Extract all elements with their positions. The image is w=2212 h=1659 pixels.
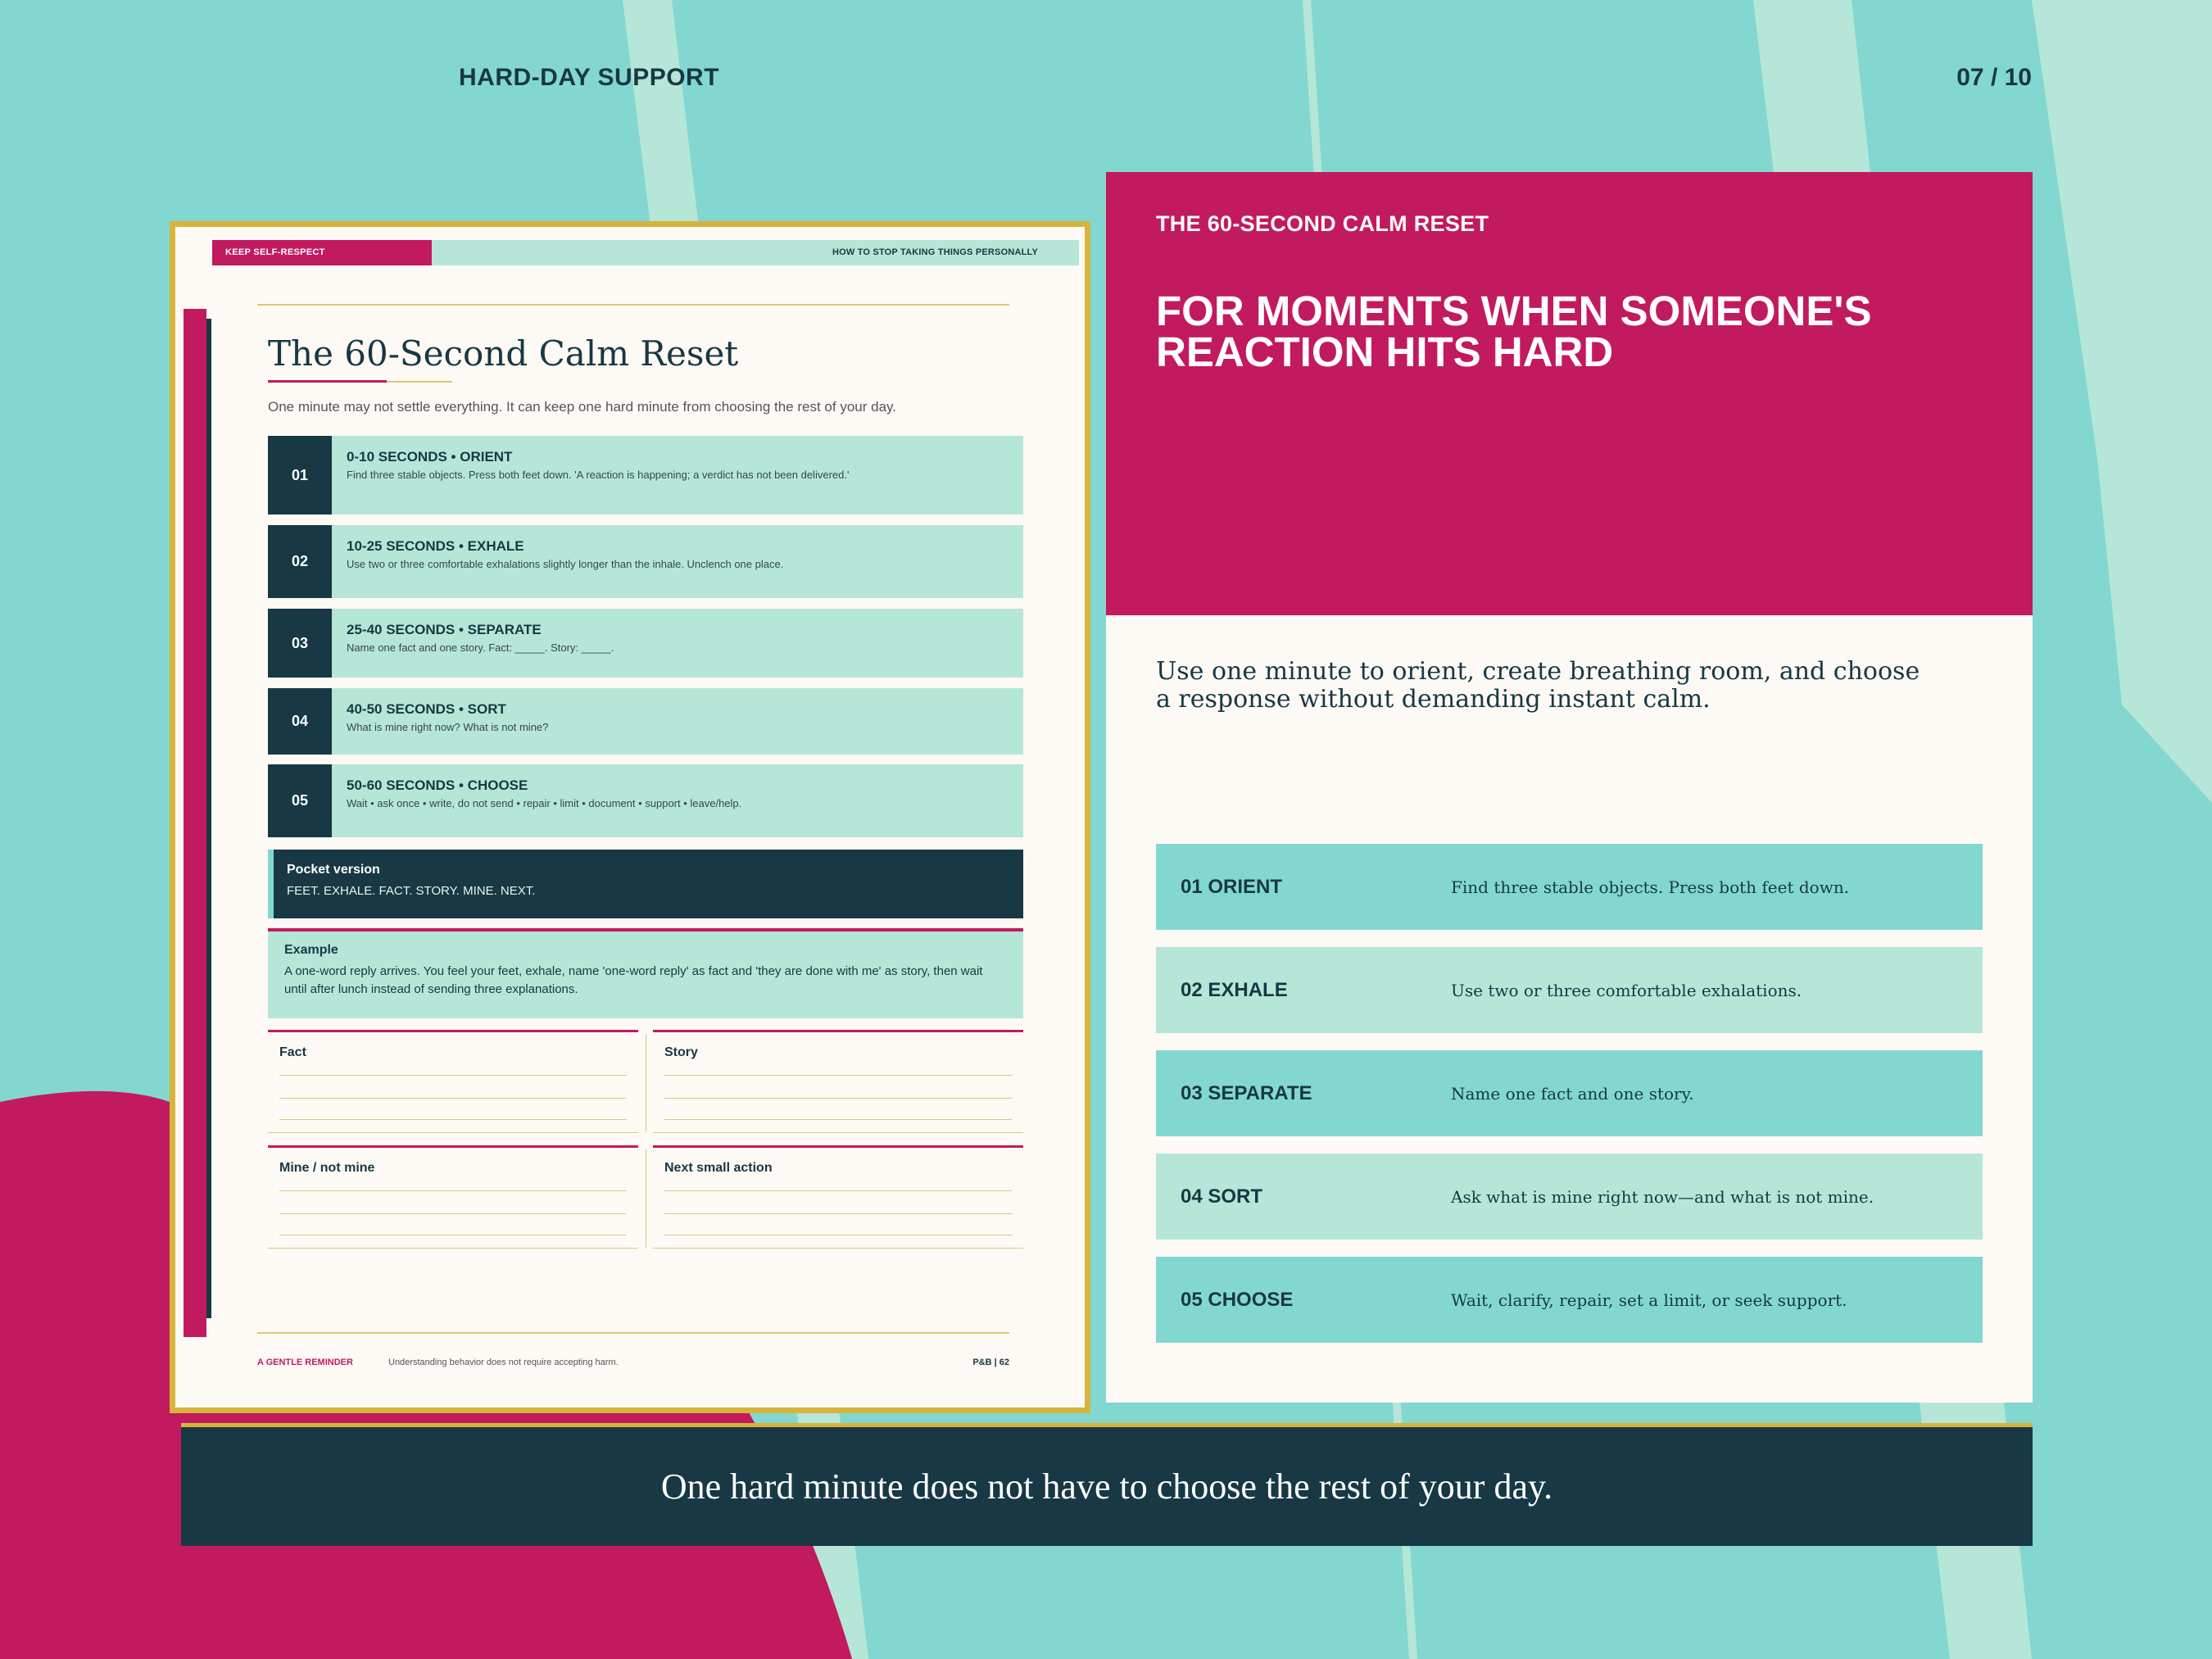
step-card — [268, 436, 1023, 514]
box-label: Mine / not mine — [279, 1161, 375, 1175]
row-text: Ask what is mine right now—and what is not mine. — [1451, 1186, 1874, 1207]
summary-row — [1156, 1154, 1983, 1240]
worksheet-tag-left: KEEP SELF-RESPECT — [212, 240, 432, 265]
example-title: Example — [284, 943, 338, 957]
worksheet-tag-right: HOW TO STOP TAKING THINGS PERSONALLY — [432, 240, 1079, 265]
row-text: Find three stable objects. Press both feet down. — [1451, 877, 1850, 897]
footer-tag: A GENTLE REMINDER — [257, 1358, 353, 1367]
bottom-divider — [257, 1332, 1009, 1334]
step-card — [268, 609, 1023, 678]
row-label: 04 SORT — [1181, 1185, 1263, 1208]
step-number: 04 — [268, 688, 332, 755]
example-box — [268, 928, 1023, 1018]
step-description: Name one fact and one story. Fact: _____. Story: _____. — [347, 641, 614, 654]
closing-banner — [181, 1427, 2033, 1546]
title-underline-accent — [387, 381, 452, 383]
footer-page-number: P&B | 62 — [972, 1358, 1009, 1367]
step-title: 25-40 SECONDS • SEPARATE — [347, 622, 542, 637]
box-label: Next small action — [664, 1161, 773, 1175]
worksheet-title: The 60-Second Calm Reset — [268, 333, 739, 374]
summary-row — [1156, 844, 1983, 930]
page-counter: 07 / 10 — [1956, 64, 2032, 91]
summary-header-panel — [1106, 172, 2033, 615]
writing-line — [279, 1190, 627, 1191]
writing-box-next-action[interactable] — [653, 1145, 1023, 1249]
example-text: A one-word reply arrives. You feel your feet, exhale, name 'one-word reply' as fact and 'they are done with me' as story, then wait until after lunch instead of sending three explanations. — [284, 964, 983, 996]
step-title: 0-10 SECONDS • ORIENT — [347, 449, 513, 465]
summary-row — [1156, 947, 1983, 1033]
writing-line — [664, 1190, 1012, 1191]
worksheet-page — [170, 221, 1090, 1413]
summary-row — [1156, 1050, 1983, 1136]
pocket-text: FEET. EXHALE. FACT. STORY. MINE. NEXT. — [287, 884, 536, 898]
writing-line — [664, 1119, 1012, 1120]
step-card — [268, 764, 1023, 837]
step-number: 05 — [268, 764, 332, 837]
writing-line — [664, 1098, 1012, 1099]
step-number: 02 — [268, 525, 332, 598]
writing-line — [279, 1098, 627, 1099]
writing-line — [279, 1213, 627, 1214]
box-label: Story — [664, 1045, 698, 1059]
step-card — [268, 688, 1023, 755]
writing-box-story[interactable] — [653, 1030, 1023, 1133]
row-label: 02 EXHALE — [1181, 978, 1288, 1001]
row-label: 05 CHOOSE — [1181, 1288, 1294, 1311]
step-number: 03 — [268, 609, 332, 678]
pocket-title: Pocket version — [287, 863, 380, 877]
step-description: Use two or three comfortable exhalations slightly longer than the inhale. Unclench one place. — [347, 558, 784, 570]
summary-kicker: THE 60-SECOND CALM RESET — [1156, 211, 1489, 236]
title-underline — [268, 380, 387, 383]
step-description: Wait • ask once • write, do not send • repair • limit • document • support • leave/help. — [347, 797, 742, 809]
row-label: 03 SEPARATE — [1181, 1081, 1312, 1104]
side-accent-line — [206, 319, 211, 1318]
writing-box-fact[interactable] — [268, 1030, 638, 1133]
writing-line — [664, 1213, 1012, 1214]
writing-line — [279, 1119, 627, 1120]
banner-text: One hard minute does not have to choose the rest of your day. — [660, 1466, 1553, 1507]
summary-lede: Use one minute to orient, create breathing room, and choose a response without demanding instant calm. — [1156, 657, 1920, 714]
step-title: 40-50 SECONDS • SORT — [347, 701, 506, 717]
step-card — [268, 525, 1023, 598]
row-text: Wait, clarify, repair, set a limit, or seek support. — [1451, 1290, 1847, 1310]
writing-line — [279, 1075, 627, 1076]
pocket-version-box — [268, 850, 1023, 918]
section-label: HARD-DAY SUPPORT — [459, 64, 720, 91]
footer-note: Understanding behavior does not require accepting harm. — [388, 1358, 619, 1367]
box-label: Fact — [279, 1045, 306, 1059]
step-title: 50-60 SECONDS • CHOOSE — [347, 777, 528, 793]
top-divider — [257, 304, 1009, 306]
summary-row — [1156, 1257, 1983, 1343]
step-title: 10-25 SECONDS • EXHALE — [347, 538, 524, 554]
summary-headline: FOR MOMENTS WHEN SOMEONE'S REACTION HITS HARD — [1156, 288, 1872, 375]
worksheet-subtitle: One minute may not settle everything. It can keep one hard minute from choosing the rest of your day. — [268, 399, 896, 415]
step-description: Find three stable objects. Press both feet down. 'A reaction is happening; a verdict has not been delivered.' — [347, 469, 850, 481]
summary-card — [1106, 172, 2033, 1403]
writing-box-mine[interactable] — [268, 1145, 638, 1249]
row-text: Use two or three comfortable exhalations. — [1451, 980, 1802, 1000]
row-label: 01 ORIENT — [1181, 875, 1283, 898]
step-description: What is mine right now? What is not mine? — [347, 721, 549, 733]
row-text: Name one fact and one story. — [1451, 1083, 1694, 1104]
side-accent-bar — [184, 309, 206, 1337]
step-number: 01 — [268, 436, 332, 514]
writing-line — [664, 1075, 1012, 1076]
